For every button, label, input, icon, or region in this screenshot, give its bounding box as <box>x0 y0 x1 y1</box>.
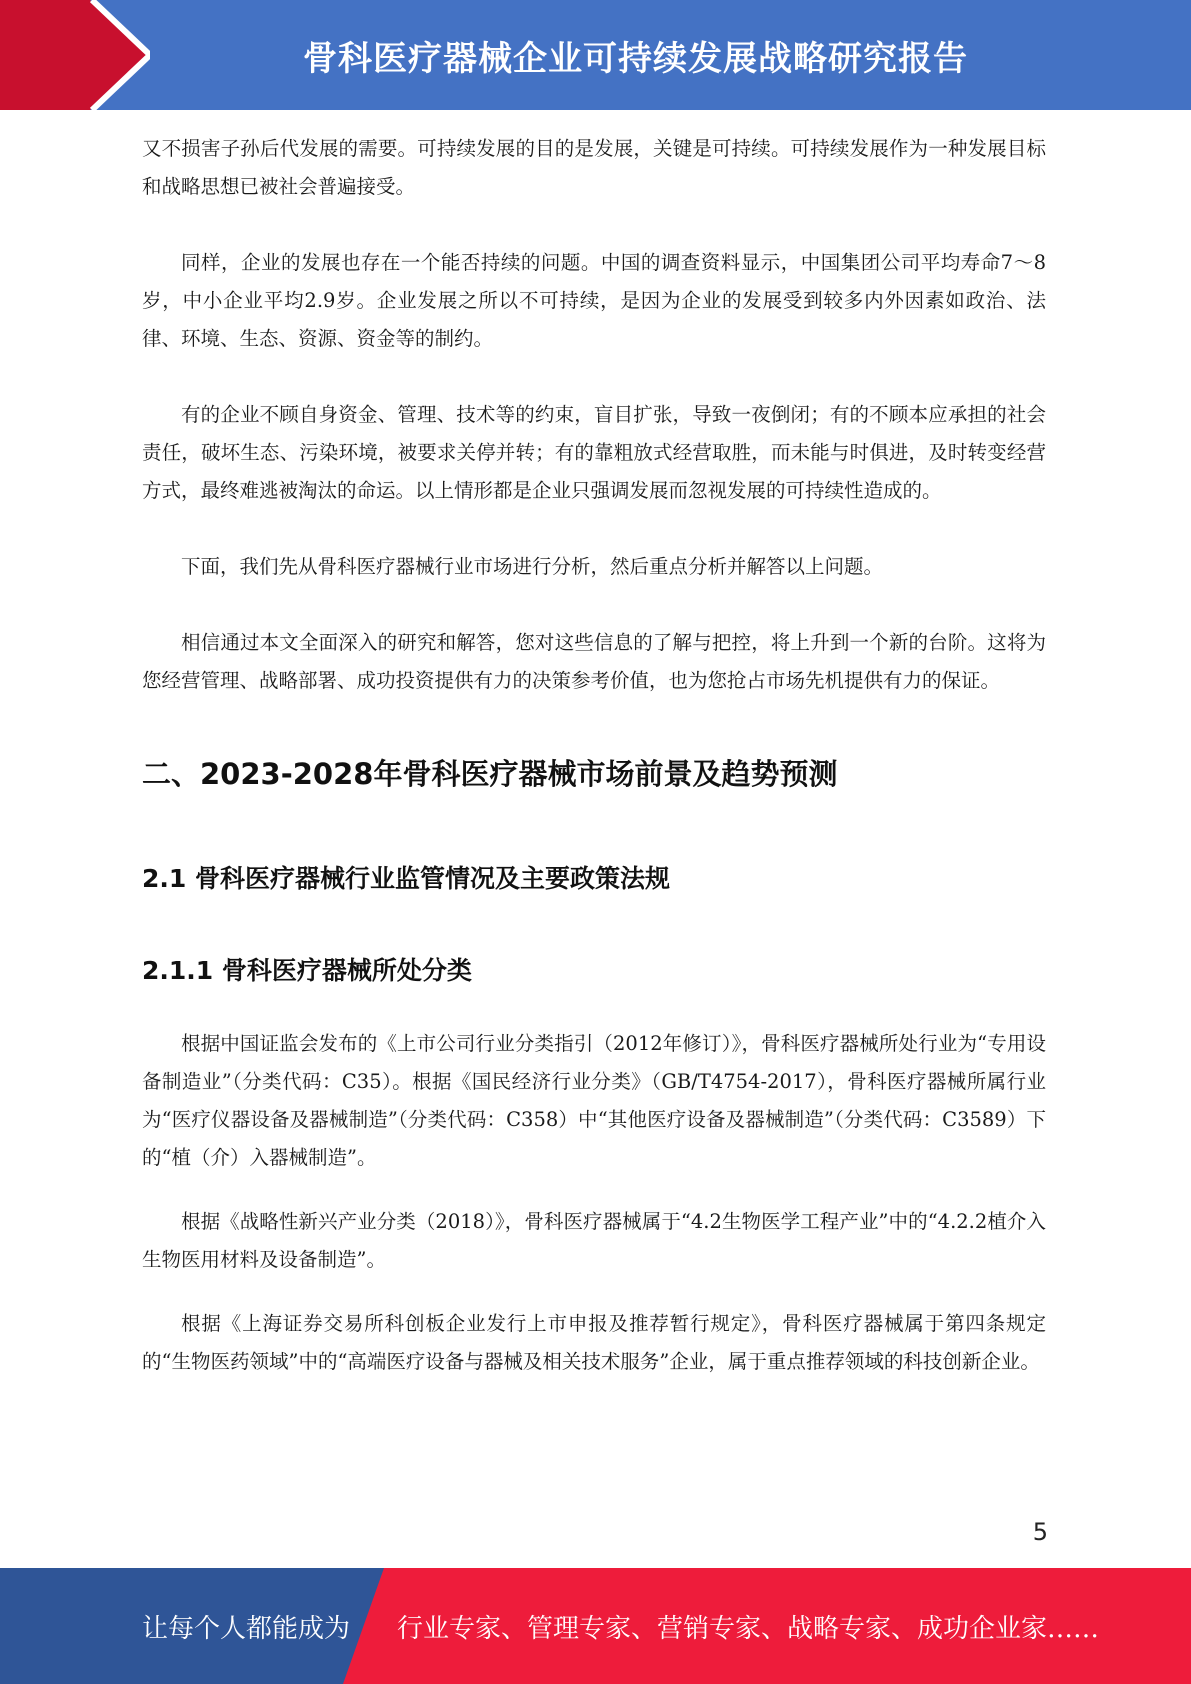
paragraph: 下面，我们先从骨科医疗器械行业市场进行分析，然后重点分析并解答以上问题。 <box>181 555 884 578</box>
paragraph: 根据《上海证券交易所科创板企业发行上市申报及推荐暂行规定》，骨科医疗器械属于第四条规定的“生物医药领域”中的“高端医疗设备与器械及相关技术服务”企业，属于重点推荐领域的科技创新企业。 <box>142 1312 1046 1373</box>
page-footer <box>0 1568 1191 1684</box>
section-heading: 二、2023-2028年骨科医疗器械市场前景及趋势预测 <box>142 757 838 791</box>
paragraph: 根据《战略性新兴产业分类（2018）》，骨科医疗器械属于“4.2生物医学工程产业”中的“4.2.2植介入生物医用材料及设备制造”。 <box>142 1210 1046 1271</box>
document-body <box>142 130 1046 1381</box>
paragraph: 同样，企业的发展也存在一个能否持续的问题。中国的调查资料显示，中国集团公司平均寿命7～8岁，中小企业平均2.9岁。企业发展之所以不可持续，是因为企业的发展受到较多内外因素如政治、法律、环境、生态、资源、资金等的制约。 <box>142 251 1046 350</box>
paragraph: 相信通过本文全面深入的研究和解答，您对这些信息的了解与把控，将上升到一个新的台阶。这将为您经营管理、战略部署、成功投资提供有力的决策参考价值，也为您抢占市场先机提供有力的保证。 <box>142 631 1046 692</box>
report-title: 骨科医疗器械企业可持续发展战略研究报告 <box>303 38 968 79</box>
page-header <box>0 0 1191 110</box>
header-arrow-decoration <box>0 0 150 110</box>
page-number: 5 <box>1032 1518 1048 1546</box>
subsection-heading: 2.1 骨科医疗器械行业监管情况及主要政策法规 <box>142 864 670 893</box>
paragraph: 又不损害子孙后代发展的需要。可持续发展的目的是发展，关键是可持续。可持续发展作为一种发展目标和战略思想已被社会普遍接受。 <box>142 137 1046 198</box>
paragraph: 根据中国证监会发布的《上市公司行业分类指引（2012年修订）》，骨科医疗器械所处行业为“专用设备制造业”（分类代码：C35）。根据《国民经济行业分类》（GB/T4754-2017），骨科医疗器械所属行业为“医疗仪器设备及器械制造”（分类代码：C358）中“其他医疗设备及器械制造”（分类代码：C3589）下的“植（介）入器械制造”。 <box>142 1032 1046 1169</box>
footer-slogan-right: 行业专家、管理专家、营销专家、战略专家、成功企业家…… <box>397 1613 1100 1644</box>
subsubsection-heading: 2.1.1 骨科医疗器械所处分类 <box>142 956 472 985</box>
paragraph: 有的企业不顾自身资金、管理、技术等的约束，盲目扩张，导致一夜倒闭；有的不顾本应承担的社会责任，破坏生态、污染环境，被要求关停并转；有的靠粗放式经营取胜，而未能与时俱进，及时转变经营方式，最终难逃被淘汰的命运。以上情形都是企业只强调发展而忽视发展的可持续性造成的。 <box>142 403 1046 502</box>
footer-slogan-left: 让每个人都能成为 <box>142 1613 351 1644</box>
